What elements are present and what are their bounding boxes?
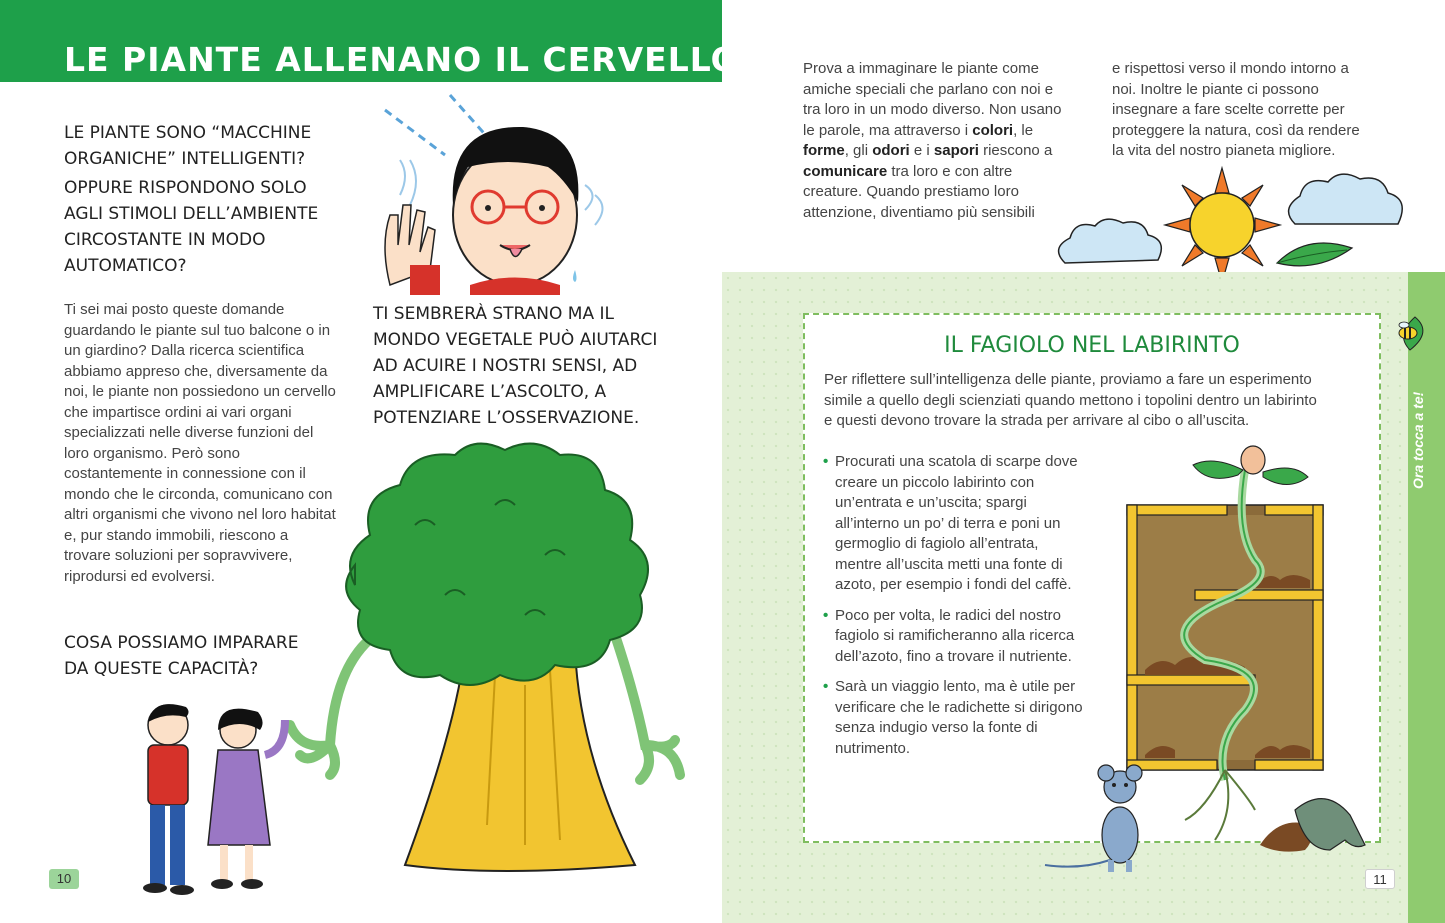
- text-run: riescono a: [978, 142, 1053, 159]
- keyword-odori: odori: [872, 142, 910, 159]
- question-1: LE PIANTE SONO “MACCHINE ORGANICHE” INTELLIGENTI?: [64, 123, 312, 169]
- tree-with-arms-icon: [295, 445, 695, 875]
- sun-icon: [1165, 168, 1280, 283]
- maze-icon: [1125, 430, 1325, 850]
- list-item: [823, 677, 1083, 759]
- two-children-icon: [110, 700, 300, 900]
- side-tab: [1408, 272, 1445, 923]
- text-run: , gli: [844, 142, 873, 159]
- side-tab-label: Ora tocca a te!: [1410, 391, 1426, 489]
- page-number-right: 11: [1365, 869, 1395, 889]
- boy-with-glasses-icon: [370, 95, 630, 295]
- coffee-cup-icon: [1255, 790, 1370, 860]
- keyword-colori: colori: [972, 121, 1014, 139]
- leaf-icon: [1275, 238, 1355, 268]
- intro-paragraph: Ti sei mai posto queste domande guardando le piante sul tuo balcone o in un giardino? Dalla ricerca scientifica abbiamo appreso che, diversamente da noi, le piante non possiedono un cervello che impartisce ordini ai vari organi specializzati nelle diverse funzioni del loro organismo. Però sono costantemente in connessione con il mondo che le circonda, comunicano con altri organismi che vivono nel loro habitat e, pur stando immobili, riescono a trovare soluzioni per sopravvivere, riprodursi ed evolversi.: [64, 301, 336, 585]
- activity-title: IL FAGIOLO NEL LABIRINTO: [944, 333, 1240, 358]
- bullet-icon: •: [823, 678, 829, 695]
- text-run: , le: [1013, 121, 1034, 139]
- keyword-comunicare: comunicare: [803, 162, 888, 180]
- step-text: Sarà un viaggio lento, ma è utile per verificare che le radichette si dirigono senza indugio verso la fonte di nutrimento.: [835, 678, 1083, 757]
- page-title: LE PIANTE ALLENANO IL CERVELLO: [64, 40, 740, 79]
- bee-icon: [1390, 315, 1430, 355]
- page-number-left: 10: [49, 869, 79, 889]
- bullet-icon: •: [823, 453, 829, 470]
- activity-intro: Per riflettere sull’intelligenza delle piante, proviamo a fare un esperimento simile a quello degli scienziati quando mettono i topolini dentro un labirinto e questi devono trovare la strada per arrivare al cibo o all’uscita.: [824, 371, 1317, 429]
- step-text: Poco per volta, le radici del nostro fagiolo si ramificheranno alla ricerca dell’azoto, fino a trovare il nutriente.: [835, 606, 1075, 665]
- step-text: Procurati una scatola di scarpe dove creare un piccolo labirinto con un’entrata e un’uscita; spargi all’interno un po’ di terra e poni un germoglio di fagiolo all’entrata, mentre all’uscita metti una fonte di azoto, per esempio i fondi del caffè.: [835, 453, 1078, 593]
- keyword-forme: forme: [803, 142, 845, 159]
- activity-steps: [823, 452, 1083, 769]
- text-run: tra loro e con altre creature. Quando prestiamo loro attenzione, diventiamo più sensibili: [803, 162, 1035, 221]
- list-item: [823, 606, 1083, 668]
- list-item: [823, 452, 1083, 596]
- mouse-icon: [1040, 755, 1150, 875]
- paragraph-column-2: e rispettosi verso il mondo intorno a noi. Inoltre le piante ci possono insegnare a fare scelte corrette per proteggere la natura, così da rendere la vita del nostro pianeta migliore.: [1112, 60, 1360, 159]
- quote-text: TI SEMBRERÀ STRANO MA IL MONDO VEGETALE PUÒ AIUTARCI AD ACUIRE I NOSTRI SENSI, AD AMPLIFICARE L’ASCOLTO, A POTENZIARE L’OSSERVAZIONE.: [373, 304, 658, 428]
- text-run: Prova a immaginare le piante come amiche speciali che parlano con noi e tra loro in un modo diverso. Non usano le parole, ma attraverso i: [803, 60, 1062, 139]
- question-3: COSA POSSIAMO IMPARARE DA QUESTE CAPACITÀ?: [64, 633, 299, 679]
- paragraph-column-1: [803, 59, 1073, 223]
- keyword-sapori: sapori: [933, 142, 979, 159]
- bullet-icon: •: [823, 606, 829, 624]
- text-run: e i: [909, 142, 934, 159]
- question-2: OPPURE RISPONDONO SOLO AGLI STIMOLI DELL’AMBIENTE CIRCOSTANTE IN MODO AUTOMATICO?: [64, 178, 319, 276]
- cloud-icon: [1285, 172, 1405, 234]
- cloud-icon: [1055, 218, 1165, 273]
